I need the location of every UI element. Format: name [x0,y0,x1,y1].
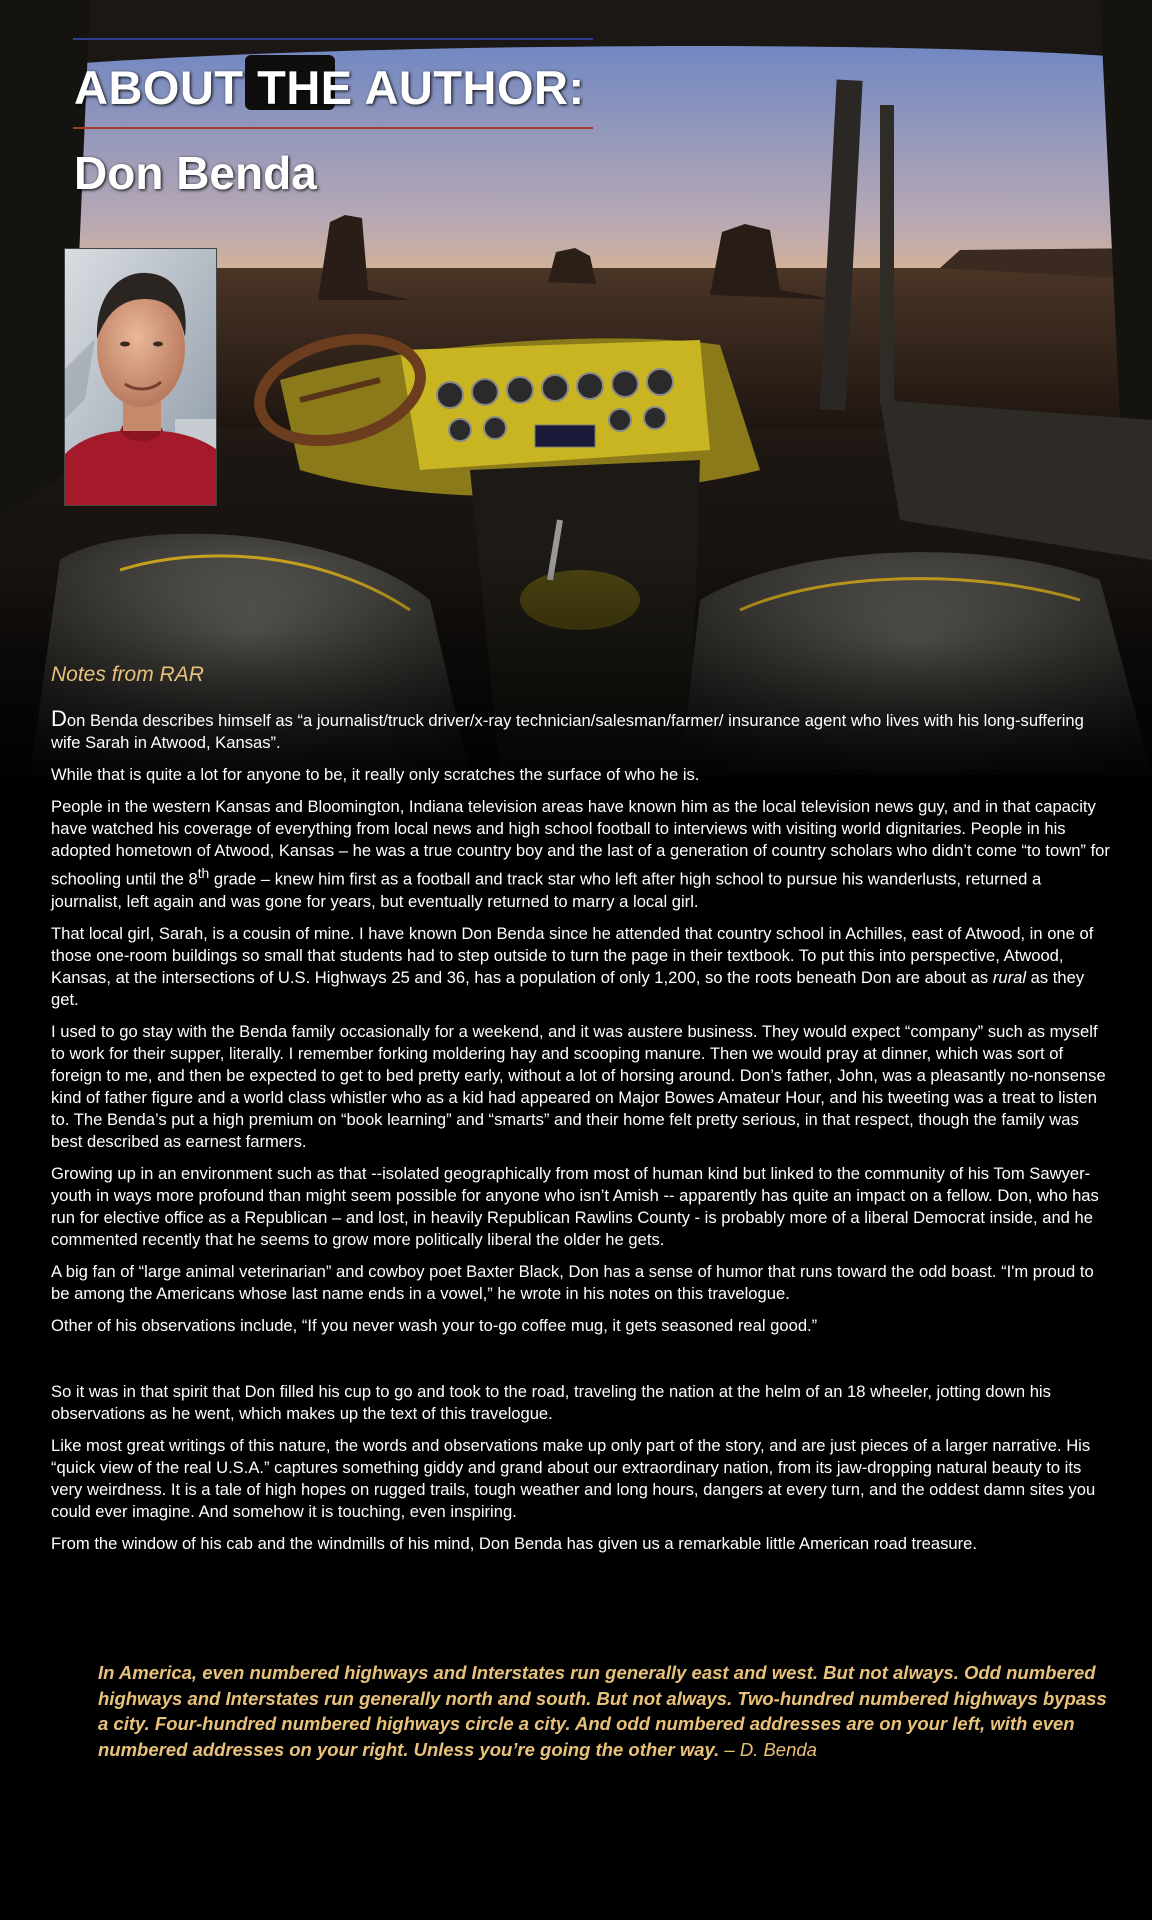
paragraph-road-treasure: From the window of his cab and the windmills of his mind, Don Benda has given us a remarkable little American road treasure. [51,1533,978,1553]
highway-quote [98,1660,1108,1762]
article-body [51,708,1111,1565]
superscript-th: th [197,865,210,881]
author-portrait-illustration [65,249,216,505]
paragraph-spacer [51,1347,1111,1381]
quote-attribution: – D. Benda [719,1738,817,1760]
paragraph-intro [51,708,1111,754]
paragraph-baxter-black: A big fan of “large animal veterinarian” and cowboy poet Baxter Black, Don has a sense of humor that runs toward the odd boast. “I'm proud to be among the Americans whose last name ends in a vowel,” he wrote in his notes on this travelogue. [51,1261,1094,1303]
highway-quote-text: In America, even numbered highways and Interstates run generally east and west. But not always. Odd numbered highways and Interstates run generally north and south. But not always. Two-hundred numbered highways bypass a city. Four-hundred numbered highways circle a city. And odd numbered addresses are on your left, with even numbered addresses on your right. Unless you’re going the other way. [98,1662,1107,1760]
paragraph-local-girl [51,923,1111,1011]
author-portrait-photo [64,248,217,506]
paragraph-surface: While that is quite a lot for anyone to be, it really only scratches the surface of who he is. [51,765,700,784]
paragraph-local-girl-part2: as they get. [51,967,1085,1009]
paragraph-coffee-mug: Other of his observations include, “If you never wash your to-go coffee mug, it gets seasoned real good.” [51,1315,818,1335]
notes-heading: Notes from RAR [51,663,204,686]
paragraph-growing-up: Growing up in an environment such as that --isolated geographically from most of human kind but linked to the community of his Tom Sawyer-youth in ways more profound than might seem possible for anyone who isn’t Amish -- apparently has quite an impact on a fellow. Don, who has run for elective office as a Republican – and lost, in heavily Republican Rawlins County - is probably more of a liberal Democrat inside, and he commented recently that he seems to grow more politically liberal the older he gets. [51,1163,1099,1249]
paragraph-local-girl-part1: That local girl, Sarah, is a cousin of mine. I have known Don Benda since he attended that country school in Achilles, east of Atwood, in one of those one-room buildings so small that students had to step outside to turn the page in their textbook. To put this into perspective, Atwood, Kansas, at the intersections of U.S. Highways 25 and 36, has a population of only 1,200, so the roots beneath Don are about as [51,923,1094,987]
emphasis-rural: rural [992,967,1027,987]
paragraph-took-to-road: So it was in that spirit that Don filled his cup to go and took to the road, traveling the nation at the helm of an 18 wheeler, jotting down his observations as he went, which makes up the text of this travelogue. [51,1381,1051,1423]
paragraph-benda-family: I used to go stay with the Benda family occasionally for a weekend, and it was austere business. They would expect “company” such as myself to work for their supper, literally. I remember forking moldering hay and scooping manure. Then we would pray at dinner, which was sort of foreign to me, and then be expected to get to bed pretty early, without a lot of horsing around. Don’s father, John, was a pleasantly no-nonsense kind of father figure and a world class whistler who as a kid had appeared on Major Bowes Amateur Hour, and his tweeting was a treat to listen to. The Benda’s put a high premium on “book learning” and “smarts” and their home felt pretty serious, in that respect, though the family was best described as earnest farmers. [51,1021,1106,1151]
paragraph-great-writings: Like most great writings of this nature, the words and observations make up only part of the story, and are just pieces of a larger narrative. His “quick view of the real U.S.A.” captures something giddy and grand about our extraordinary nation, from its jaw-dropping natural beauty to its very weirdness. It is a tale of high hopes on rugged trails, tough weather and long hours, dangers at every turn, and the oddest damn sites you could ever imagine. And somehow it is touching, even inspiring. [51,1435,1096,1521]
paragraph-news-guy [51,796,1111,913]
paragraph-news-guy-part2: grade – knew him first as a football and track star who left after high school to pursue his wanderlusts, returned a journalist, left again and was gone for years, but eventually returned to marry a local girl. [51,869,1042,911]
paragraph-news-guy-part1: People in the western Kansas and Bloomington, Indiana television areas have known him as the local television news guy, and in that capacity have watched his coverage of everything from local news and high school football to interviews with visiting world dignitaries. People in his adopted hometown of Atwood, Kansas – he was a true country boy and the last of a generation of country scholars who didn’t come “to town” for schooling until the 8 [51,797,1110,889]
drop-cap: D [51,706,67,731]
page-title: ABOUT THE AUTHOR: [74,61,585,114]
author-name: Don Benda [74,147,317,199]
header-rule-middle [73,127,593,129]
header-rule-top [73,38,593,40]
paragraph-intro-text: on Benda describes himself as “a journalist/truck driver/x-ray technician/salesman/farmer/ insurance agent who lives with his long-suffering wife Sarah in Atwood, Kansas”. [51,711,1084,752]
